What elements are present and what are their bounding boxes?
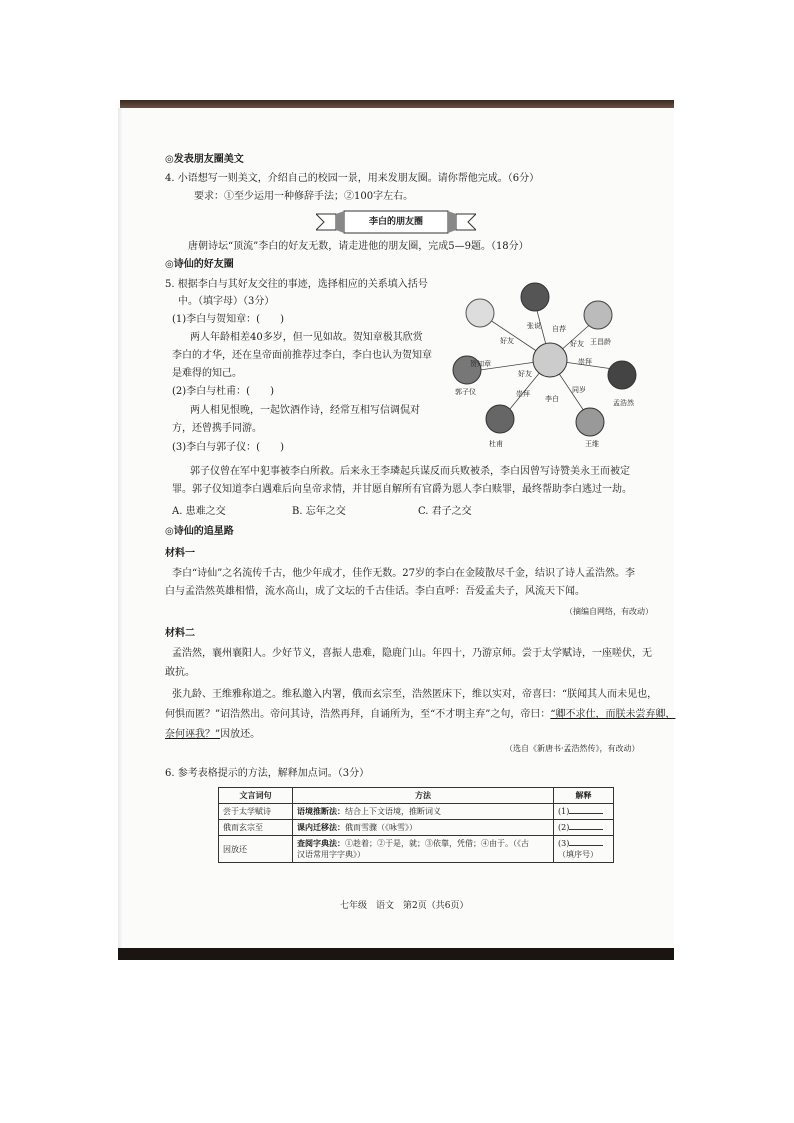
edge-label: 自荐 (552, 325, 566, 333)
portrait-li-bai-icon (533, 343, 567, 377)
q5-3-text: 郭子仪曾在军中犯事被李白所救。后来永王李璘起兵谋反而兵败被杀，李白因曾写诗赞美永王而被定 (190, 466, 630, 477)
portrait-wang-changling-icon (584, 301, 612, 329)
q5-2-text: 两人相见恨晚，一起饮酒作诗，经常互相写信调侃对 (190, 405, 420, 416)
table-cell-word: 尝于太学赋诗 (219, 804, 293, 820)
material-2-text: 孟浩然，襄州襄阳人。少好节义，喜振人患难，隐鹿门山。年四十，乃游京师。尝于太学赋诗，一座嗟伏，无 (172, 648, 652, 659)
banner-title: 李白的朋友圈 (368, 217, 423, 227)
table-row (219, 820, 614, 836)
material-2-title: 材料二 (165, 628, 195, 639)
answer-note: （填序号） (558, 850, 598, 859)
method-label: 课内迁移法： (297, 822, 345, 832)
q5-1-text: 李白的才华，还在皇帝面前推荐过李白，李白也认为贺知章 (172, 350, 432, 361)
material-1-text: 李白“诗仙”之名流传千古，他少年成才，佳作无数。27岁的李白在金陵散尽千金，结识了诗人孟浩然。李 (172, 568, 635, 579)
edge-label: 好友 (518, 370, 532, 378)
underlined-sentence: “卿不求仕，而朕未尝弃卿， (550, 709, 676, 720)
node-label-wang-changling: 王昌龄 (590, 338, 611, 346)
material-2-text-part: 何惧而匿？”诏浩然出。帝问其诗，浩然再拜，自诵所为，至“不才明主弃”之句，帝曰： (165, 709, 551, 720)
question-5-item-3: (3)李白与郭子仪：( ) (172, 442, 284, 453)
material-2-text (165, 728, 260, 741)
node-label-zhang-yue: 张说 (527, 322, 541, 330)
material-2-source: （选自《新唐书·孟浩然传》，有改动） (505, 744, 640, 753)
method-text: ①趁着；②于是，就；③依靠，凭借；④由于。（《古 (345, 839, 529, 848)
method-text: 结合上下文语境，推断词义 (345, 807, 441, 816)
portrait-zhang-yue-icon (521, 283, 549, 311)
portrait-he-zhizhang-icon (466, 299, 494, 327)
table-cell-method (293, 836, 554, 863)
section-title-friends: ◎诗仙的好友圈 (165, 259, 234, 270)
material-2-text: 张九龄、王维雅称道之。维私邀入内署，俄而玄宗至，浩然匿床下，维以实对，帝喜曰：“朕闻其人而未见也， (172, 689, 658, 700)
section-title-fan-road: ◎诗仙的追星路 (165, 526, 234, 537)
answer-blank[interactable] (569, 838, 603, 846)
edge-label: 同岁 (572, 386, 586, 394)
answer-number: (2) (558, 823, 570, 832)
question-4-stem: 4. 小语想写一则美文，介绍自己的校园一景，用来发朋友圈。请你帮他完成。（6分） (165, 173, 540, 184)
method-label: 查阅字典法： (297, 838, 345, 848)
q5-3-text: 罪。郭子仪知道李白遇难后向皇帝求情，并甘愿自解所有官爵为恩人李白赎罪，最终帮助李白逃过一劫。 (172, 484, 632, 495)
answer-number: (3) (558, 839, 570, 848)
node-label-guo-ziyi: 郭子仪 (455, 388, 476, 396)
edge-label: 好友 (570, 340, 584, 348)
section-title-moments: ◎发表朋友圈美文 (165, 154, 244, 165)
material-2-text-part: 因放还。 (220, 729, 261, 740)
table-header: 解释 (554, 788, 614, 804)
table-header: 方法 (293, 788, 554, 804)
node-label-he-zhizhang: 贺知章 (470, 360, 491, 368)
scan-edge-top (120, 100, 674, 108)
answer-number: (1) (558, 807, 570, 816)
method-label: 语境推断法： (297, 806, 345, 816)
question-5-item-1: (1)李白与贺知章：( ) (172, 314, 284, 325)
table-cell-word: 俄而玄宗至 (219, 820, 293, 836)
table-cell-answer (554, 804, 614, 820)
method-text: 俄而雪骤（《咏雪》） (345, 823, 417, 832)
scan-edge-bottom (118, 948, 674, 960)
question-4-requirement: 要求：①至少运用一种修辞手法；②100字左右。 (194, 191, 414, 202)
underlined-sentence: 奈何诬我？” (165, 729, 221, 740)
page-footer: 七年级 语文 第2页（共6页） (340, 901, 469, 911)
table-cell-answer (554, 820, 614, 836)
option-a: A. 患难之交 (172, 506, 226, 517)
edge-label: 崇拜 (578, 358, 592, 366)
intro-text: 唐朝诗坛“顶流”李白的好友无数，请走进他的朋友圈，完成5—9题。（18分） (188, 241, 529, 252)
table-row (219, 804, 614, 820)
table-cell-answer (554, 836, 614, 863)
option-b: B. 忘年之交 (292, 506, 346, 517)
table-cell-method (293, 820, 554, 836)
q5-1-text: 两人年龄相差40多岁，但一见如故。贺知章极其欣赏 (190, 332, 423, 343)
material-1-title: 材料一 (165, 548, 195, 559)
node-label-meng-haoran: 孟浩然 (613, 399, 634, 407)
material-2-text: 敢抗。 (165, 667, 195, 678)
material-2-text (165, 708, 675, 721)
node-label-du-fu: 杜甫 (489, 440, 503, 448)
answer-blank[interactable] (569, 822, 603, 830)
material-1-text: 白与孟浩然英雄相惜，流水高山，成了文坛的千古佳话。李白直呼：吾爱孟夫子，风流天下闻。 (165, 586, 585, 597)
edge-label: 好友 (500, 337, 514, 345)
method-table (218, 787, 614, 863)
method-text: 汉语常用字字典》） (297, 850, 365, 859)
table-cell-word: 因放还 (219, 836, 293, 863)
table-row (219, 836, 614, 863)
portrait-du-fu-icon (486, 405, 514, 433)
q5-2-text: 方，还曾携手同游。 (172, 423, 262, 434)
table-cell-method (293, 804, 554, 820)
node-label-li-bai: 李白 (545, 395, 559, 403)
answer-blank[interactable] (569, 806, 603, 814)
node-label-wang-wei: 王维 (585, 440, 599, 448)
option-c: C. 君子之交 (418, 506, 472, 517)
portrait-meng-haoran-icon (608, 361, 636, 389)
question-5-stem: 5. 根据李白与其好友交往的事迹，选择相应的关系填入括号 (165, 279, 428, 290)
question-5-item-2: (2)李白与杜甫：( ) (172, 386, 274, 397)
table-header: 文言词句 (219, 788, 293, 804)
edge-label: 崇拜 (516, 390, 530, 398)
material-1-source: （摘编自网络，有改动） (565, 607, 653, 616)
table-header-row (219, 788, 614, 804)
question-5-stem-cont: 中。（填字母）（3分） (178, 296, 275, 307)
q5-1-text: 是难得的知己。 (172, 368, 242, 379)
portrait-wang-wei-icon (576, 408, 604, 436)
question-6-stem: 6. 参考表格提示的方法，解释加点词。（3分） (165, 768, 370, 779)
